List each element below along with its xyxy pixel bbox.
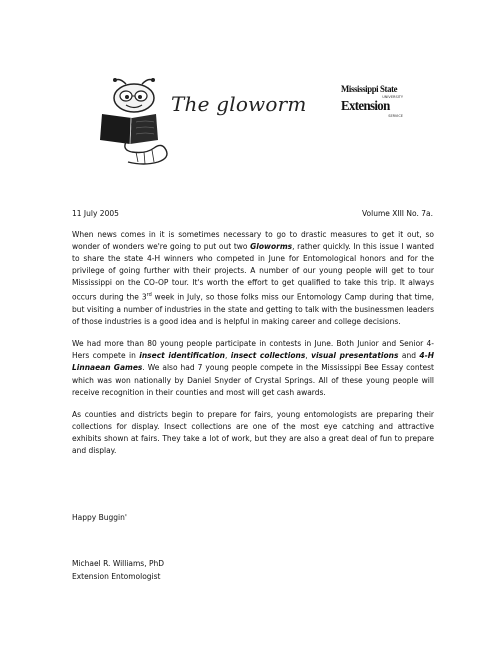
paragraph-intro <box>72 229 434 328</box>
signature-title: Extension Entomologist <box>72 571 161 581</box>
logo-line1: Mississippi State <box>341 85 398 95</box>
p2-insect-collections: insect collections <box>230 351 306 361</box>
p2-c: , <box>224 351 231 361</box>
p1-d: week in July, so those folks miss our Entomology Camp during that time, but visiting a number of industries in the state and getting to talk with the businessmen leaders of those industries is a good idea and is helpful in making career and college decisions. <box>72 292 435 327</box>
gloworm-mascot-icon <box>96 78 174 170</box>
p2-visual-presentations: visual presentations <box>311 351 399 361</box>
extension-logo <box>341 86 403 119</box>
p2-i: . We also had 7 young people compete in the Mississippi Bee Essay contest which was won nationally by Daniel Snyder of Crystal Springs. All of these young people will receive recognition in their counties and most will get cash awards. <box>72 363 434 397</box>
dateline <box>72 209 433 218</box>
logo-line1-sub: UNIVERSITY <box>382 94 403 99</box>
logo-line3: SERVICE <box>388 114 403 118</box>
newsletter-title: The gloworm <box>171 92 307 116</box>
paragraph-fairs: As counties and districts begin to prepare for fairs, young entomologists are preparing their collections for display. Insect collections are one of the most eye catching and attractive exhibits shown at fairs. They take a lot of work, but they are also a great deal of fun to prepare and display. <box>72 409 434 455</box>
p2-e: , <box>305 351 312 361</box>
p2-insect-identification: insect identification <box>139 351 225 361</box>
signature-name: Michael R. Williams, PhD <box>72 559 165 568</box>
p1-sup: rd <box>146 292 152 299</box>
p1-gloworms: Gloworms <box>250 242 293 252</box>
p2-linnaean-games: 4-H Linnaean Games <box>72 351 434 373</box>
signature-block <box>72 558 164 583</box>
p1-c: , rather quickly. In this issue I wanted to share the state 4-H winners who competed in June for Entomological honors and for the privilege of going further with their projects. A number of our young people will get to tour Mississippi on the CO-OP tour. It's worth the effort to get qualified to take this trip. It always occurs during the 3 <box>72 242 434 302</box>
p2-g: and <box>398 351 420 361</box>
issue-date: 11 July 2005 <box>72 209 119 218</box>
p1-a: When news comes in it is sometimes necessary to go to drastic measures to get it out, so wonder of wonders we're going to put out two <box>72 230 434 252</box>
p2-a: We had more than 80 young people participate in contests in June. Both Junior and Senior 4-Hers compete in <box>72 339 434 361</box>
logo-line2: Extension <box>341 99 390 114</box>
closing-line: Happy Buggin' <box>72 513 127 522</box>
issue-volume: Volume XIII No. 7a. <box>361 209 433 218</box>
paragraph-contests <box>72 338 434 398</box>
article-body <box>72 229 434 467</box>
